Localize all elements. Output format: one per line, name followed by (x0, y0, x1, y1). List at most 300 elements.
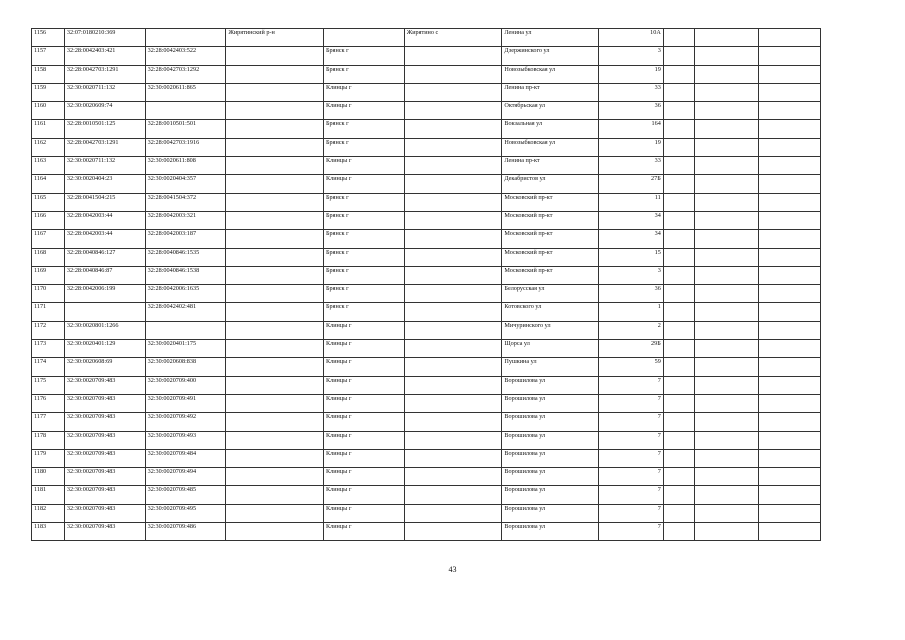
cell-house-number: 10А (599, 29, 664, 47)
cell-house-number: 19 (599, 65, 664, 83)
cell-settlement: Жирятино с (404, 29, 502, 47)
cell-settlement (404, 83, 502, 101)
cell-extra-2 (694, 65, 759, 83)
cell-street: Ворошилова ул (502, 431, 599, 449)
cell-extra-2 (694, 157, 759, 175)
cell-district (226, 303, 324, 321)
cell-street: Ворошилова ул (502, 523, 599, 541)
cell-city: Клинцы г (324, 358, 405, 376)
cell-street: Ворошилова ул (502, 449, 599, 467)
cell-settlement (404, 431, 502, 449)
cell-row-number: 1157 (32, 47, 65, 65)
cell-premises-cadastral-number: 32:28:0040846:1538 (145, 266, 226, 284)
cell-extra-2 (694, 358, 759, 376)
cell-cadastral-number: 32:28:0042003:44 (64, 230, 145, 248)
cell-row-number: 1169 (32, 266, 65, 284)
table-row (32, 303, 821, 321)
cell-extra-2 (694, 468, 759, 486)
cell-cadastral-number: 32:30:0020801:1266 (64, 321, 145, 339)
cell-premises-cadastral-number: 32:28:0041504:372 (145, 193, 226, 211)
cell-street: Пушкина ул (502, 358, 599, 376)
cell-settlement (404, 65, 502, 83)
cell-settlement (404, 211, 502, 229)
cell-house-number: 19 (599, 138, 664, 156)
cell-settlement (404, 248, 502, 266)
cell-extra-3 (759, 83, 821, 101)
cell-city: Брянск г (324, 138, 405, 156)
cell-house-number: 34 (599, 230, 664, 248)
cell-extra-3 (759, 486, 821, 504)
cell-extra-1 (663, 47, 694, 65)
table-row (32, 394, 821, 412)
cell-extra-3 (759, 523, 821, 541)
cell-city (324, 29, 405, 47)
cell-city: Клинцы г (324, 83, 405, 101)
cell-city: Клинцы г (324, 431, 405, 449)
cell-cadastral-number: 32:28:0041504:215 (64, 193, 145, 211)
cell-cadastral-number: 32:30:0020709:483 (64, 431, 145, 449)
table-row (32, 120, 821, 138)
cell-premises-cadastral-number: 32:30:0020709:494 (145, 468, 226, 486)
cell-house-number: 164 (599, 120, 664, 138)
cell-extra-3 (759, 175, 821, 193)
cell-street: Мичуринского ул (502, 321, 599, 339)
cell-extra-1 (663, 83, 694, 101)
cell-cadastral-number: 32:28:0010501:125 (64, 120, 145, 138)
cell-extra-1 (663, 65, 694, 83)
cell-house-number: 7 (599, 431, 664, 449)
cell-extra-2 (694, 523, 759, 541)
cell-row-number: 1172 (32, 321, 65, 339)
cell-premises-cadastral-number: 32:30:0020401:175 (145, 340, 226, 358)
cell-extra-3 (759, 29, 821, 47)
cell-extra-3 (759, 65, 821, 83)
cell-cadastral-number: 32:30:0020711:132 (64, 83, 145, 101)
cell-extra-3 (759, 376, 821, 394)
cell-district (226, 138, 324, 156)
cell-house-number: 3 (599, 266, 664, 284)
table-row (32, 193, 821, 211)
cell-settlement (404, 266, 502, 284)
cell-street: Ворошилова ул (502, 394, 599, 412)
cell-row-number: 1183 (32, 523, 65, 541)
cell-extra-2 (694, 504, 759, 522)
cell-city: Брянск г (324, 248, 405, 266)
table-row (32, 340, 821, 358)
cell-district: Жирятинский р-н (226, 29, 324, 47)
cell-row-number: 1182 (32, 504, 65, 522)
cell-street: Московский пр-кт (502, 211, 599, 229)
cell-row-number: 1156 (32, 29, 65, 47)
cell-premises-cadastral-number: 32:28:0042402:481 (145, 303, 226, 321)
cell-street: Белорусская ул (502, 285, 599, 303)
cell-district (226, 47, 324, 65)
cell-extra-3 (759, 321, 821, 339)
cell-city: Клинцы г (324, 340, 405, 358)
table-row (32, 266, 821, 284)
cell-cadastral-number: 32:30:0020609:74 (64, 102, 145, 120)
cell-row-number: 1179 (32, 449, 65, 467)
cell-extra-1 (663, 394, 694, 412)
cell-row-number: 1162 (32, 138, 65, 156)
cell-extra-3 (759, 504, 821, 522)
cell-extra-1 (663, 523, 694, 541)
table-row (32, 230, 821, 248)
cell-settlement (404, 230, 502, 248)
cell-row-number: 1175 (32, 376, 65, 394)
cell-house-number: 7 (599, 376, 664, 394)
cell-row-number: 1163 (32, 157, 65, 175)
cell-street: Котовского ул (502, 303, 599, 321)
cell-row-number: 1165 (32, 193, 65, 211)
table-row (32, 248, 821, 266)
cell-street: Московский пр-кт (502, 266, 599, 284)
cell-district (226, 65, 324, 83)
cell-district (226, 266, 324, 284)
table-row (32, 486, 821, 504)
cell-street: Вокзальная ул (502, 120, 599, 138)
cell-extra-3 (759, 266, 821, 284)
cell-extra-1 (663, 266, 694, 284)
cell-city: Клинцы г (324, 449, 405, 467)
cell-city: Клинцы г (324, 321, 405, 339)
cell-settlement (404, 120, 502, 138)
cell-city: Клинцы г (324, 175, 405, 193)
cell-row-number: 1168 (32, 248, 65, 266)
table-row (32, 65, 821, 83)
cell-house-number: 33 (599, 83, 664, 101)
cell-house-number: 7 (599, 449, 664, 467)
cell-settlement (404, 468, 502, 486)
cell-row-number: 1161 (32, 120, 65, 138)
cell-settlement (404, 157, 502, 175)
cell-district (226, 285, 324, 303)
cell-house-number: 3 (599, 47, 664, 65)
cell-cadastral-number: 32:30:0020709:483 (64, 394, 145, 412)
cell-cadastral-number: 32:30:0020711:132 (64, 157, 145, 175)
cell-city: Клинцы г (324, 486, 405, 504)
cell-premises-cadastral-number: 32:30:0020709:400 (145, 376, 226, 394)
cell-settlement (404, 47, 502, 65)
cell-extra-3 (759, 248, 821, 266)
cell-extra-1 (663, 29, 694, 47)
table-row (32, 358, 821, 376)
table-row (32, 321, 821, 339)
cell-premises-cadastral-number: 32:28:0010501:501 (145, 120, 226, 138)
cell-extra-3 (759, 413, 821, 431)
cell-extra-1 (663, 211, 694, 229)
cell-city: Брянск г (324, 65, 405, 83)
cell-premises-cadastral-number (145, 321, 226, 339)
cell-extra-2 (694, 431, 759, 449)
cell-city: Брянск г (324, 193, 405, 211)
cell-extra-1 (663, 449, 694, 467)
cell-house-number: 7 (599, 523, 664, 541)
cell-premises-cadastral-number: 32:28:0042006:1635 (145, 285, 226, 303)
table-row (32, 523, 821, 541)
cell-cadastral-number: 32:28:0042006:199 (64, 285, 145, 303)
cell-extra-1 (663, 175, 694, 193)
cell-house-number: 7 (599, 394, 664, 412)
cell-extra-3 (759, 211, 821, 229)
cell-premises-cadastral-number: 32:28:0042003:321 (145, 211, 226, 229)
cell-cadastral-number: 32:30:0020709:483 (64, 413, 145, 431)
table-row (32, 138, 821, 156)
registry-table (31, 28, 821, 541)
cell-district (226, 504, 324, 522)
cell-street: Ленина пр-кт (502, 157, 599, 175)
cell-settlement (404, 285, 502, 303)
cell-extra-1 (663, 321, 694, 339)
cell-extra-3 (759, 303, 821, 321)
cell-extra-2 (694, 303, 759, 321)
cell-row-number: 1160 (32, 102, 65, 120)
cell-extra-2 (694, 120, 759, 138)
cell-cadastral-number: 32:28:0040846:127 (64, 248, 145, 266)
cell-district (226, 102, 324, 120)
cell-city: Брянск г (324, 230, 405, 248)
table-row (32, 47, 821, 65)
cell-district (226, 431, 324, 449)
cell-settlement (404, 523, 502, 541)
cell-extra-2 (694, 376, 759, 394)
cell-settlement (404, 340, 502, 358)
cell-settlement (404, 303, 502, 321)
cell-house-number: 36 (599, 285, 664, 303)
cell-settlement (404, 102, 502, 120)
table-row (32, 376, 821, 394)
cell-house-number: 59 (599, 358, 664, 376)
cell-cadastral-number: 32:28:0040846:87 (64, 266, 145, 284)
cell-extra-1 (663, 248, 694, 266)
cell-house-number: 11 (599, 193, 664, 211)
table-row (32, 413, 821, 431)
cell-premises-cadastral-number: 32:28:0042703:1916 (145, 138, 226, 156)
cell-premises-cadastral-number: 32:30:0020404:357 (145, 175, 226, 193)
cell-row-number: 1158 (32, 65, 65, 83)
table-row (32, 285, 821, 303)
cell-street: Ленина ул (502, 29, 599, 47)
table-row (32, 157, 821, 175)
cell-extra-2 (694, 102, 759, 120)
cell-district (226, 120, 324, 138)
cell-street: Октябрьская ул (502, 102, 599, 120)
cell-city: Брянск г (324, 47, 405, 65)
cell-extra-2 (694, 340, 759, 358)
table-row (32, 102, 821, 120)
cell-cadastral-number: 32:28:0042003:44 (64, 211, 145, 229)
cell-row-number: 1174 (32, 358, 65, 376)
cell-street: Московский пр-кт (502, 230, 599, 248)
cell-extra-1 (663, 413, 694, 431)
cell-city: Клинцы г (324, 468, 405, 486)
cell-premises-cadastral-number (145, 102, 226, 120)
cell-house-number: 1 (599, 303, 664, 321)
cell-house-number: 7 (599, 468, 664, 486)
cell-row-number: 1166 (32, 211, 65, 229)
table-row (32, 83, 821, 101)
cell-cadastral-number: 32:30:0020404:23 (64, 175, 145, 193)
cell-city: Клинцы г (324, 394, 405, 412)
cell-extra-2 (694, 230, 759, 248)
cell-house-number: 34 (599, 211, 664, 229)
cell-premises-cadastral-number: 32:30:0020709:492 (145, 413, 226, 431)
cell-premises-cadastral-number (145, 29, 226, 47)
cell-extra-3 (759, 449, 821, 467)
cell-extra-2 (694, 29, 759, 47)
cell-street: Декабристов ул (502, 175, 599, 193)
cell-settlement (404, 486, 502, 504)
cell-premises-cadastral-number: 32:30:0020611:865 (145, 83, 226, 101)
table-row (32, 504, 821, 522)
cell-premises-cadastral-number: 32:28:0042403:522 (145, 47, 226, 65)
cell-extra-1 (663, 102, 694, 120)
cell-district (226, 83, 324, 101)
cell-city: Брянск г (324, 266, 405, 284)
table-row (32, 29, 821, 47)
cell-settlement (404, 413, 502, 431)
cell-cadastral-number: 32:30:0020608:69 (64, 358, 145, 376)
cell-extra-2 (694, 449, 759, 467)
cell-extra-3 (759, 138, 821, 156)
cell-extra-1 (663, 138, 694, 156)
cell-extra-1 (663, 468, 694, 486)
cell-row-number: 1176 (32, 394, 65, 412)
cell-row-number: 1159 (32, 83, 65, 101)
cell-settlement (404, 193, 502, 211)
cell-cadastral-number: 32:30:0020709:483 (64, 523, 145, 541)
cell-district (226, 193, 324, 211)
cell-city: Клинцы г (324, 102, 405, 120)
cell-city: Клинцы г (324, 376, 405, 394)
cell-district (226, 523, 324, 541)
cell-house-number: 7 (599, 413, 664, 431)
cell-premises-cadastral-number: 32:28:0042703:1292 (145, 65, 226, 83)
table-row (32, 449, 821, 467)
cell-street: Московский пр-кт (502, 248, 599, 266)
cell-row-number: 1170 (32, 285, 65, 303)
cell-district (226, 340, 324, 358)
cell-extra-1 (663, 340, 694, 358)
cell-extra-3 (759, 468, 821, 486)
cell-house-number: 7 (599, 504, 664, 522)
cell-extra-2 (694, 138, 759, 156)
cell-cadastral-number (64, 303, 145, 321)
cell-city: Клинцы г (324, 157, 405, 175)
cell-premises-cadastral-number: 32:30:0020709:493 (145, 431, 226, 449)
cell-district (226, 413, 324, 431)
cell-extra-3 (759, 157, 821, 175)
cell-extra-2 (694, 193, 759, 211)
cell-district (226, 486, 324, 504)
cell-settlement (404, 175, 502, 193)
cell-house-number: 15 (599, 248, 664, 266)
cell-cadastral-number: 32:30:0020709:483 (64, 468, 145, 486)
cell-district (226, 157, 324, 175)
cell-extra-2 (694, 83, 759, 101)
cell-cadastral-number: 32:28:0042703:1291 (64, 138, 145, 156)
cell-extra-1 (663, 358, 694, 376)
cell-row-number: 1164 (32, 175, 65, 193)
cell-settlement (404, 394, 502, 412)
cell-house-number: 36 (599, 102, 664, 120)
cell-row-number: 1178 (32, 431, 65, 449)
cell-extra-1 (663, 504, 694, 522)
cell-extra-2 (694, 248, 759, 266)
cell-house-number: 33 (599, 157, 664, 175)
cell-extra-1 (663, 486, 694, 504)
cell-extra-3 (759, 193, 821, 211)
cell-district (226, 321, 324, 339)
cell-district (226, 248, 324, 266)
cell-row-number: 1180 (32, 468, 65, 486)
page-number: 43 (448, 565, 457, 574)
cell-row-number: 1177 (32, 413, 65, 431)
cell-cadastral-number: 32:28:0042403:421 (64, 47, 145, 65)
cell-house-number: 2 (599, 321, 664, 339)
cell-cadastral-number: 32:07:0180210:369 (64, 29, 145, 47)
cell-extra-1 (663, 303, 694, 321)
cell-settlement (404, 138, 502, 156)
cell-premises-cadastral-number: 32:28:0042003:187 (145, 230, 226, 248)
cell-premises-cadastral-number: 32:30:0020709:495 (145, 504, 226, 522)
cell-extra-2 (694, 47, 759, 65)
cell-street: Дзержинского ул (502, 47, 599, 65)
cell-extra-2 (694, 175, 759, 193)
cell-settlement (404, 504, 502, 522)
cell-city: Брянск г (324, 120, 405, 138)
cell-city: Брянск г (324, 285, 405, 303)
cell-extra-2 (694, 321, 759, 339)
cell-premises-cadastral-number: 32:30:0020709:491 (145, 394, 226, 412)
cell-settlement (404, 376, 502, 394)
cell-house-number: 27Б (599, 175, 664, 193)
cell-cadastral-number: 32:30:0020709:483 (64, 486, 145, 504)
cell-extra-1 (663, 193, 694, 211)
table-row (32, 175, 821, 193)
cell-district (226, 449, 324, 467)
cell-street: Ворошилова ул (502, 468, 599, 486)
cell-street: Новозыбковская ул (502, 65, 599, 83)
cell-settlement (404, 358, 502, 376)
cell-row-number: 1167 (32, 230, 65, 248)
cell-extra-3 (759, 358, 821, 376)
cell-street: Щорса ул (502, 340, 599, 358)
cell-extra-2 (694, 394, 759, 412)
cell-street: Ворошилова ул (502, 413, 599, 431)
cell-cadastral-number: 32:30:0020709:483 (64, 449, 145, 467)
cell-district (226, 394, 324, 412)
cell-district (226, 376, 324, 394)
cell-premises-cadastral-number: 32:30:0020608:838 (145, 358, 226, 376)
cell-extra-2 (694, 285, 759, 303)
cell-extra-1 (663, 285, 694, 303)
cell-extra-3 (759, 431, 821, 449)
cell-extra-2 (694, 266, 759, 284)
cell-premises-cadastral-number: 32:30:0020611:808 (145, 157, 226, 175)
cell-district (226, 230, 324, 248)
cell-row-number: 1181 (32, 486, 65, 504)
cell-cadastral-number: 32:30:0020709:483 (64, 376, 145, 394)
cell-extra-2 (694, 413, 759, 431)
cell-extra-1 (663, 230, 694, 248)
cell-premises-cadastral-number: 32:30:0020709:485 (145, 486, 226, 504)
cell-district (226, 211, 324, 229)
cell-street: Ленина пр-кт (502, 83, 599, 101)
cell-premises-cadastral-number: 32:28:0040846:1535 (145, 248, 226, 266)
cell-street: Ворошилова ул (502, 486, 599, 504)
cell-extra-3 (759, 230, 821, 248)
